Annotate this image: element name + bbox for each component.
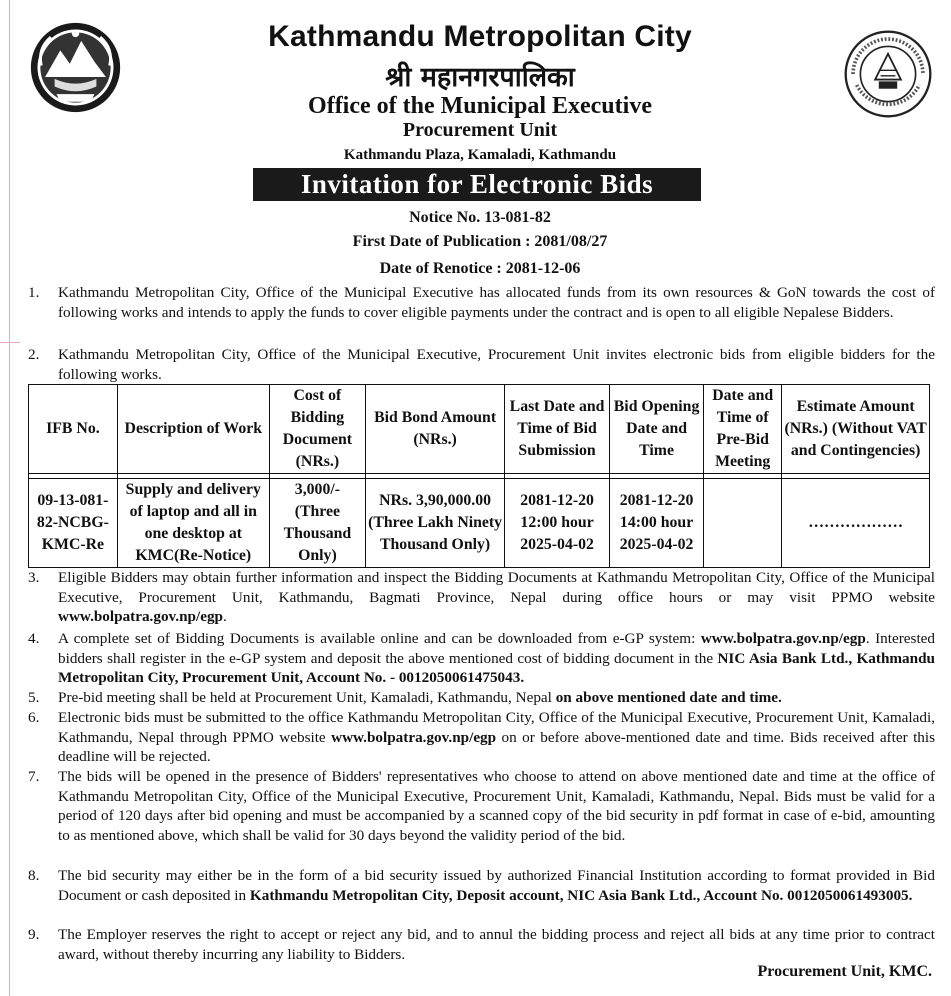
cell-estimate: ……………… [782,479,930,568]
cell-ifb-no: 09-13-081-82-NCBG-KMC-Re [29,479,118,568]
paragraph-4: 4. A complete set of Bidding Documents is available online and can be downloaded from e-GP system: www.bolpatra.gov.np/egp. Interested bidders shall register in the e-GP system and deposit the above mentioned cost of bidding document in the NIC Asia Bank Ltd., Kathmandu Metropolitan City, Procurement Unit, Account No. - 0012050061475043. [28,630,936,687]
notice-document [20,4,940,990]
header-cost: Cost of Bidding Document (NRs.) [269,385,365,474]
table-row [29,479,930,568]
table-header-row [29,385,930,474]
first-publication-date: First Date of Publication : 2081/08/27 [352,233,608,250]
page-margin-tick [0,342,20,343]
header-ifb-no: IFB No. [29,385,118,474]
paragraph-5: 5. Pre-bid meeting shall be held at Procurement Unit, Kamaladi, Kathmandu, Nepal on above mentioned date and time. [28,689,782,706]
kmc-seal-logo [842,28,934,120]
header-estimate: Estimate Amount (NRs.) (Without VAT and Contingencies) [782,385,930,474]
header-prebid: Date and Time of Pre-Bid Meeting [704,385,782,474]
cell-last-date: 2081-12-20 12:00 hour 2025-04-02 [505,479,610,568]
page-margin-line [9,0,10,996]
notice-number: Notice No. 13-081-82 [409,209,551,226]
egp-website-link[interactable]: www.bolpatra.gov.np/egp [700,630,866,647]
bid-table [28,384,930,568]
city-name: Kathmandu Metropolitan City [268,20,692,53]
office-name: Office of the Municipal Executive [308,93,652,119]
paragraph-7: 7. The bids will be opened in the presence of Bidders' representatives who choose to attend on above mentioned date and time at the office of Kathmandu Metropolitan City, Office of the Municipal Executive, Procurement Unit, Kamaladi, Kathmandu, Nepal. Bids must be valid for a period of 120 days after bid opening and must be accompanied by a scanned copy of the bid security in pdf format in case of e-bid, amounting to as mentioned above, which shall be valid for 30 days beyond the validity period of the bid. [28,768,935,844]
city-name-nepali: श्री महानगरपालिका [385,62,575,93]
notice-banner: Invitation for Electronic Bids [253,168,701,201]
cell-opening: 2081-12-20 14:00 hour 2025-04-02 [610,479,704,568]
cell-bid-bond: NRs. 3,90,000.00 (Three Lakh Ninety Thousand Only) [366,479,505,568]
office-address: Kathmandu Plaza, Kamaladi, Kathmandu [343,147,617,163]
cell-description: Supply and delivery of laptop and all in one desktop at KMC(Re-Notice) [117,479,269,568]
header-description: Description of Work [117,385,269,474]
paragraph-2: 2. Kathmandu Metropolitan City, Office of the Municipal Executive, Procurement Unit invites electronic bids from eligible bidders for the following works. [28,346,935,383]
signature: Procurement Unit, KMC. [757,963,932,980]
paragraph-3: 3. Eligible Bidders may obtain further information and inspect the Bidding Documents at Kathmandu Metropolitan City, Office of the Municipal Executive, Procurement Unit, Kathmandu, Bagmati Province, Nepal during office hours or may visit PPMO website www.bolpatra.gov.np/egp. [28,569,935,626]
ppmo-website-link[interactable]: www.bolpatra.gov.np/egp [58,608,223,626]
header-opening: Bid Opening Date and Time [610,385,704,474]
deposit-account-info: Kathmandu Metropolitan City, Deposit account, NIC Asia Bank Ltd., Account No. 0012050061493005. [249,886,913,904]
header-bid-bond: Bid Bond Amount (NRs.) [366,385,505,474]
paragraph-9: 9. The Employer reserves the right to accept or reject any bid, and to annul the bidding process and reject all bids at any time prior to contract award, without thereby incurring any liability to Bidders. [28,926,935,963]
submission-website-link[interactable]: www.bolpatra.gov.np/egp [331,728,497,746]
letterhead [20,4,940,209]
paragraph-8: 8. The bid security may either be in the form of a bid security issued by authorized Financial Institution according to format provided in Bid Document or cash deposited in Kathmandu Metropolitan City, Deposit account, NIC Asia Bank Ltd., Account No. 0012050061493005. [28,867,935,904]
renotice-date: Date of Renotice : 2081-12-06 [379,260,581,277]
bank-account-info: NIC Asia Bank Ltd., Kathmandu Metropolitan City, Procurement Unit, Account No. - 0012050061475043. [58,649,935,687]
header-last-date: Last Date and Time of Bid Submission [505,385,610,474]
paragraph-6: 6. Electronic bids must be submitted to the office Kathmandu Metropolitan City, Office of the Municipal Executive, Procurement Unit, Kamaladi, Kathmandu, Nepal through PPMO website www.bolpatra.gov.np/egp on or before above-mentioned date and time. Bids received after this deadline will be rejected. [28,709,936,766]
cell-prebid [704,479,782,568]
paragraph-1: 1. Kathmandu Metropolitan City, Office of the Municipal Executive has allocated funds from its own resources & GoN towards the cost of following works and intends to apply the funds to cover eligible payments under the contract and is open to all eligible Nepalese Bidders. [28,284,935,321]
unit-name: Procurement Unit [402,119,558,141]
cell-cost: 3,000/- (Three Thousand Only) [269,479,365,568]
